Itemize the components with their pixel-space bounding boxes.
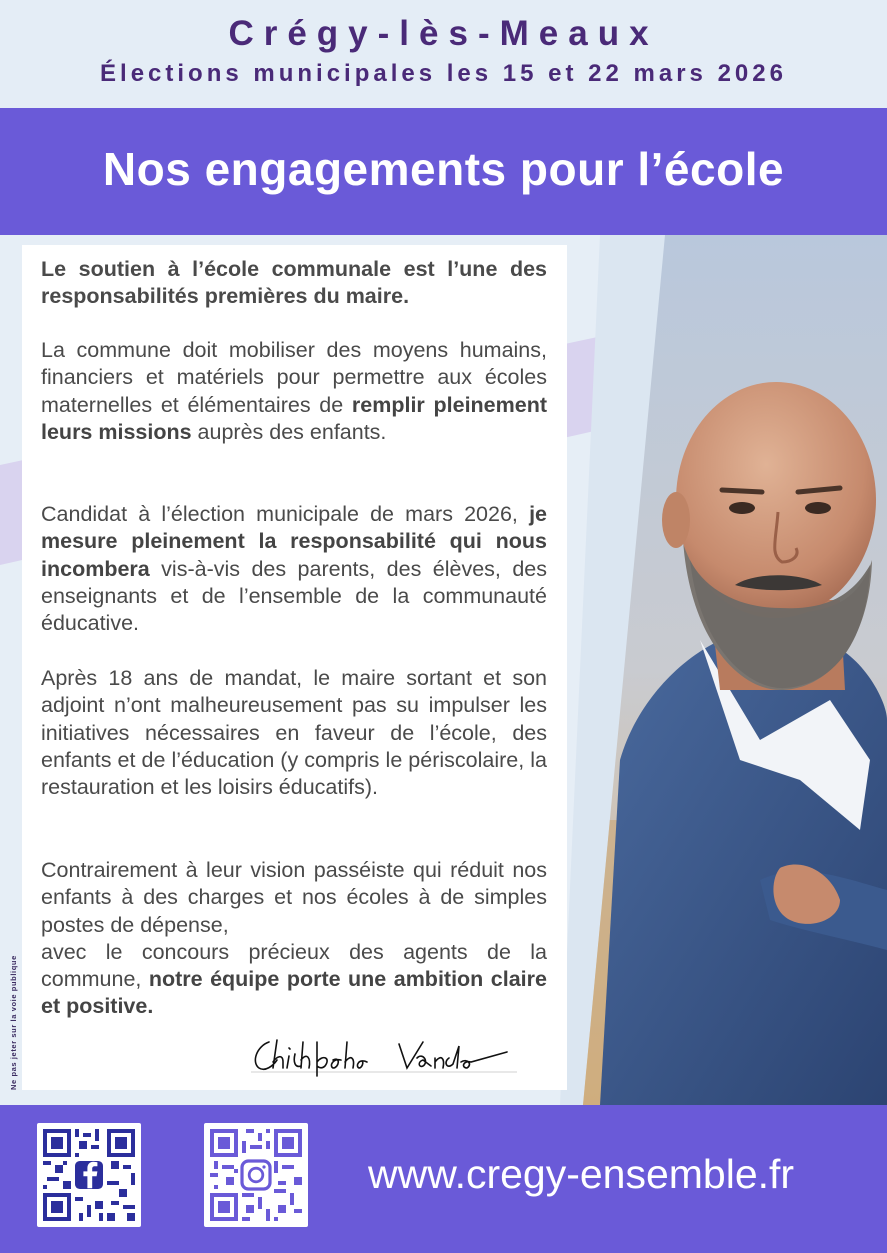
paragraph-candidate: Candidat à l’élection municipale de mars 2026, je mesure pleinement la responsabilité qui nous incombera vis-à-vis des parents, des élèves, des enseignants et de l’ensemble de la communauté éducative. — [41, 502, 547, 636]
paragraph-mandate: Après 18 ans de mandat, le maire sortant et son adjoint n’ont malheureusement pas su impulser les initiatives nécessaires en faveur de l’école, des enfants et de l’éducation (y compris le périscolaire, la restauration et les loisirs éducatifs). — [41, 666, 547, 800]
website-link[interactable]: www.cregy-ensemble.fr — [368, 1151, 795, 1197]
paragraph-means: La commune doit mobiliser des moyens humains, financiers et matériels pour permettre aux écoles maternelles et élémentaires de remplir pleinement leurs missions auprès des enfants. — [41, 338, 547, 444]
title-band — [0, 108, 887, 235]
election-dates: Élections municipales les 15 et 22 mars 2026 — [100, 60, 787, 87]
text-panel — [22, 245, 567, 1090]
town-name: Crégy-lès-Meaux — [228, 14, 659, 53]
qr-pattern — [210, 1129, 302, 1221]
footer — [0, 1105, 887, 1253]
signature — [247, 1032, 537, 1080]
page-title: Nos engagements pour l’école — [102, 143, 785, 195]
paragraph-ambition: Contrairement à leur vision passéiste qui réduit nos enfants à des charges et nos écoles à de simples postes de dépense, avec le concours précieux des agents de la commune, notre équipe porte une ambition claire et positive. — [41, 858, 547, 1019]
header — [0, 0, 887, 108]
lead-paragraph: Le soutien à l’école communale est l’une des responsabilités premières du maire. — [41, 257, 547, 309]
qr-pattern — [43, 1129, 135, 1221]
qr-code-instagram[interactable] — [204, 1123, 308, 1227]
side-note: Ne pas jeter sur la voie publique — [9, 955, 18, 1090]
qr-code-facebook[interactable] — [37, 1123, 141, 1227]
instagram-icon — [242, 1161, 270, 1189]
